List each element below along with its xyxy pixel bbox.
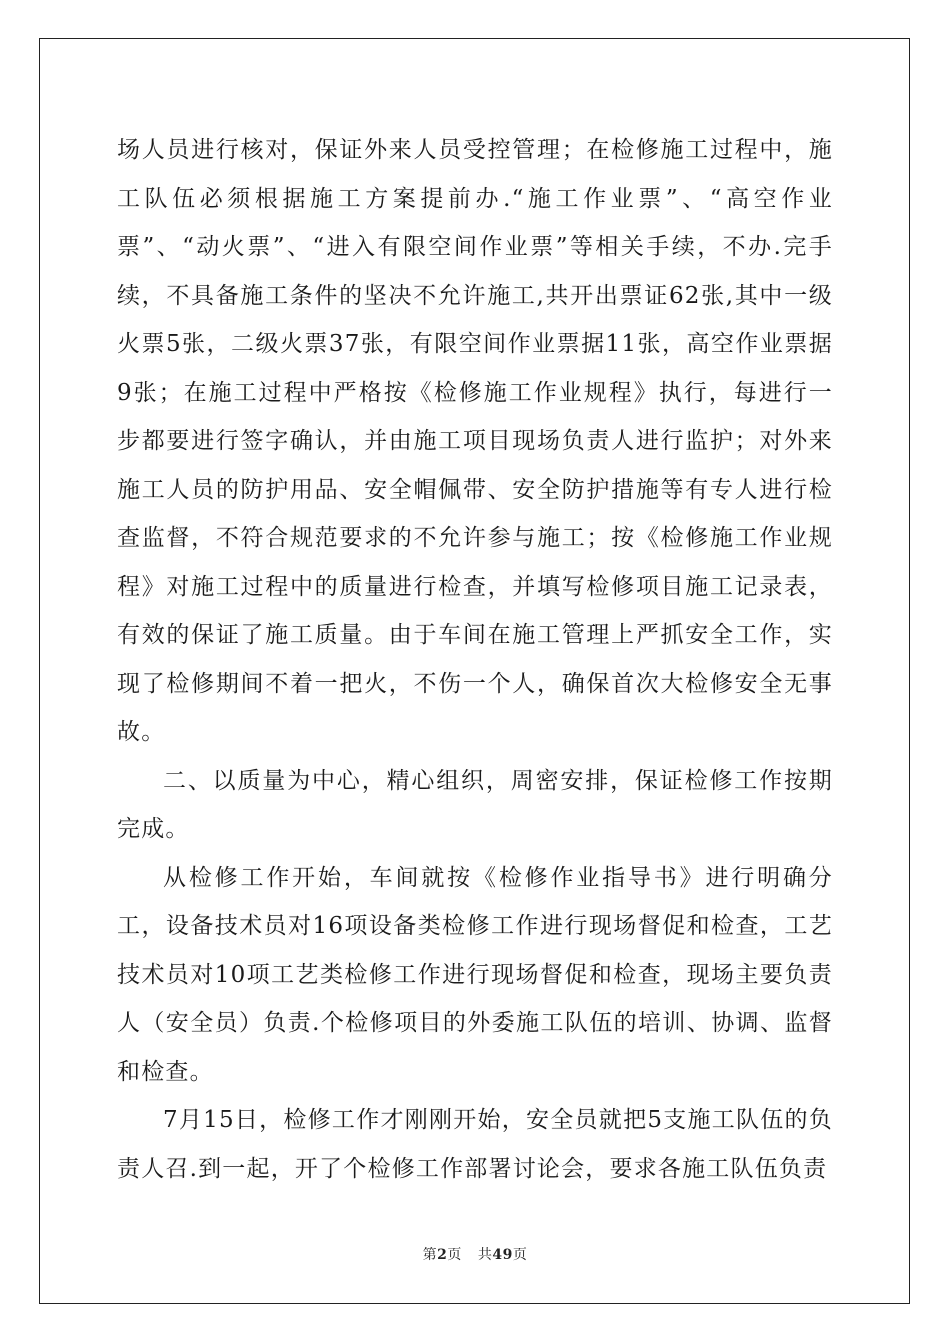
paragraph-division-of-work: 从检修工作开始，车间就按《检修作业指导书》进行明确分工，设备技术员对16项设备类检修工作进行现场督促和检查，工艺技术员对10项工艺类检修工作进行现场督促和检查，现场主要负责人（安全员）负责.个检修项目的外委施工队伍的培训、协调、监督和检查。 — [117, 864, 833, 1085]
paragraph-continued: 场人员进行核对，保证外来人员受控管理；在检修施工过程中，施工队伍必须根据施工方案提前办.“施工作业票”、“高空作业票”、“动火票”、“进入有限空间作业票”等相关手续，不办.完手续，不具备施工条件的坚决不允许施工,共开出票证62张,其中一级火票5张，二级火票37张，有限空间作业票据11张，高空作业票据9张；在施工过程中严格按《检修施工作业规程》执行，每进行一步都要进行签字确认，并由施工项目现场负责人进行监护；对外来施工人员的防护用品、安全帽佩带、安全防护措施等有专人进行检查监督，不符合规范要求的不允许参与施工；按《检修施工作业规程》对施工过程中的质量进行检查，并填写检修项目施工记录表，有效的保证了施工质量。由于车间在施工管理上严抓安全工作，实现了检修期间不着一把火，不伤一个人，确保首次大检修安全无事故。 — [117, 137, 833, 745]
total-pages: 49 — [492, 1247, 513, 1263]
page-number: 2 — [437, 1247, 448, 1263]
page-prefix: 第 — [422, 1247, 438, 1263]
page-suffix: 页 — [447, 1247, 462, 1263]
document-body — [117, 126, 833, 1193]
section-heading-two: 二、以质量为中心，精心组织，周密安排，保证检修工作按期完成。 — [117, 767, 833, 842]
total-suffix: 页 — [512, 1247, 528, 1263]
paragraph-july-15: 7月15日，检修工作才刚刚开始，安全员就把5支施工队伍的负责人召.到一起，开了个检修工作部署讨论会，要求各施工队伍负责 — [117, 1107, 833, 1182]
total-prefix: 共 — [477, 1247, 493, 1263]
page-footer — [0, 1244, 950, 1264]
